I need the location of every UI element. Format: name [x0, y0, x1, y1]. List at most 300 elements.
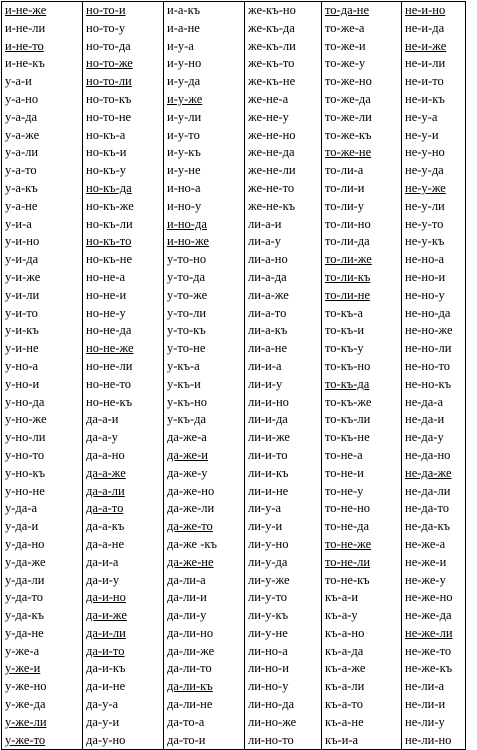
cell-text: и-но-же — [167, 234, 209, 249]
table-cell — [83, 198, 164, 216]
table-cell — [322, 198, 402, 216]
cell-text: но-къ-и — [86, 145, 127, 160]
table-cell — [322, 216, 402, 234]
table-cell — [164, 287, 245, 305]
cell-text: но-то-не — [86, 109, 132, 124]
table-row — [2, 376, 466, 394]
cell-text: не-и-же — [405, 38, 447, 53]
table-cell — [2, 269, 83, 287]
table-cell — [83, 465, 164, 483]
table-cell — [83, 233, 164, 251]
cell-text: да-а-къ — [86, 519, 125, 534]
table-cell — [245, 180, 322, 198]
table-cell — [402, 394, 466, 412]
cell-text: же-къ-да — [248, 20, 295, 35]
table-row — [2, 198, 466, 216]
cell-text: у-и-не — [5, 341, 39, 356]
table-cell — [322, 2, 402, 20]
table-cell — [164, 20, 245, 38]
table-cell — [83, 500, 164, 518]
table-cell — [164, 38, 245, 56]
cell-text: не-же-у — [405, 572, 446, 587]
table-row — [2, 55, 466, 73]
table-cell — [322, 20, 402, 38]
cell-text: то-не-же — [325, 536, 372, 551]
cell-text: у-же-и — [5, 661, 41, 676]
cell-text: ли-и-къ — [248, 465, 289, 480]
table-cell — [83, 38, 164, 56]
table-cell — [2, 625, 83, 643]
cell-text: и-не-ли — [5, 20, 46, 35]
table-cell — [83, 340, 164, 358]
table-row — [2, 109, 466, 127]
cell-text: у-да-къ — [5, 608, 45, 623]
table-cell — [322, 269, 402, 287]
cell-text: къ-а-же — [325, 661, 366, 676]
table-cell — [2, 251, 83, 269]
cell-text: не-да-но — [405, 447, 451, 462]
cell-text: то-не-да — [325, 519, 370, 534]
table-cell — [2, 554, 83, 572]
cell-text: да-а-ли — [86, 483, 125, 498]
table-cell — [2, 358, 83, 376]
cell-text: не-но-а — [405, 252, 445, 267]
table-cell — [245, 55, 322, 73]
table-cell — [164, 572, 245, 590]
table-cell — [245, 554, 322, 572]
cell-text: у-но-ли — [5, 430, 46, 445]
table-cell — [2, 305, 83, 323]
cell-text: то-ли-но — [325, 216, 371, 231]
cell-text: не-у-же — [405, 180, 446, 195]
cell-text: у-и-то — [5, 305, 38, 320]
table-row — [2, 572, 466, 590]
table-cell — [245, 447, 322, 465]
table-cell — [322, 660, 402, 678]
table-row — [2, 394, 466, 412]
cell-text: у-къ-да — [167, 412, 207, 427]
cell-text: у-да-ли — [5, 572, 45, 587]
cell-text: не-у-ли — [405, 198, 445, 213]
table-cell — [83, 625, 164, 643]
cell-text: но-не-то — [86, 376, 132, 391]
table-cell — [402, 696, 466, 714]
table-cell — [402, 20, 466, 38]
table-cell — [83, 322, 164, 340]
table-cell — [83, 305, 164, 323]
table-cell — [245, 38, 322, 56]
cell-text: и-но-у — [167, 198, 202, 213]
cell-text: но-не-же — [86, 341, 134, 356]
table-row — [2, 411, 466, 429]
table-cell — [83, 55, 164, 73]
cell-text: да-же-и — [167, 447, 208, 462]
cell-text: у-а-къ — [5, 180, 38, 195]
cell-text: то-ли-же — [325, 252, 372, 267]
cell-text: къ-а-да — [325, 643, 364, 658]
cell-text: и-у-ли — [167, 109, 202, 124]
table-cell — [322, 358, 402, 376]
table-row — [2, 73, 466, 91]
cell-text: и-у-а — [167, 38, 194, 53]
cell-text: ли-и-но — [248, 394, 289, 409]
cell-text: же-не-ли — [248, 163, 296, 178]
table-cell — [322, 376, 402, 394]
table-cell — [402, 251, 466, 269]
cell-text: ли-у-къ — [248, 608, 289, 623]
table-cell — [245, 91, 322, 109]
cell-text: но-не-ли — [86, 358, 133, 373]
table-cell — [402, 269, 466, 287]
table-cell — [2, 465, 83, 483]
table-cell — [83, 73, 164, 91]
table-cell — [322, 162, 402, 180]
cell-text: да-же-у — [167, 465, 208, 480]
table-row — [2, 127, 466, 145]
table-cell — [164, 536, 245, 554]
table-cell — [83, 732, 164, 750]
cell-text: не-ли-у — [405, 714, 445, 729]
cell-text: ли-и-да — [248, 412, 288, 427]
table-cell — [402, 180, 466, 198]
table-cell — [402, 38, 466, 56]
cell-text: же-не-то — [248, 180, 295, 195]
table-cell — [322, 55, 402, 73]
cell-text: же-не-къ — [248, 198, 296, 213]
table-cell — [322, 38, 402, 56]
cell-text: да-и-у — [86, 572, 120, 587]
cell-text: у-а-не — [5, 198, 38, 213]
table-cell — [83, 696, 164, 714]
cell-text: то-къ-же — [325, 394, 372, 409]
cell-text: у-то-же — [167, 287, 208, 302]
table-cell — [164, 340, 245, 358]
cell-text: да-ли-же — [167, 643, 215, 658]
table-cell — [2, 233, 83, 251]
cell-text: у-но-да — [5, 394, 45, 409]
table-cell — [2, 127, 83, 145]
table-cell — [83, 714, 164, 732]
table-cell — [322, 678, 402, 696]
table-cell — [245, 2, 322, 20]
table-cell — [164, 73, 245, 91]
cell-text: у-а-то — [5, 163, 37, 178]
table-cell — [245, 233, 322, 251]
cell-text: да-ли-не — [167, 697, 213, 712]
table-cell — [2, 411, 83, 429]
table-cell — [164, 607, 245, 625]
cell-text: да-и-къ — [86, 661, 126, 676]
table-cell — [83, 91, 164, 109]
cell-text: и-не-же — [5, 3, 47, 17]
cell-text: и-не-то — [5, 38, 44, 53]
cell-text: да-же-то — [167, 519, 213, 534]
table-cell — [2, 518, 83, 536]
cell-text: не-ли-а — [405, 679, 445, 694]
cell-text: ли-но-же — [248, 714, 297, 729]
table-cell — [322, 500, 402, 518]
table-cell — [245, 625, 322, 643]
cell-text: къ-а-но — [325, 625, 365, 640]
table-cell — [83, 660, 164, 678]
table-cell — [83, 180, 164, 198]
cell-text: къ-а-не — [325, 714, 364, 729]
cell-text: ли-и-у — [248, 376, 283, 391]
cell-text: ли-а-не — [248, 341, 288, 356]
table-cell — [2, 607, 83, 625]
cell-text: да-ли-а — [167, 572, 206, 587]
table-cell — [83, 483, 164, 501]
cell-text: но-къ-же — [86, 198, 134, 213]
cell-text: ли-а-да — [248, 269, 287, 284]
cell-text: не-у-а — [405, 109, 438, 124]
cell-text: не-же-а — [405, 536, 446, 551]
cell-text: да-ли-къ — [167, 679, 213, 694]
cell-text: то-ли-и — [325, 180, 365, 195]
table-cell — [245, 305, 322, 323]
table-cell — [322, 607, 402, 625]
cell-text: ли-но-то — [248, 732, 294, 747]
table-cell — [322, 322, 402, 340]
cell-text: но-то-да — [86, 38, 131, 53]
cell-text: то-же-а — [325, 20, 365, 35]
cell-text: да-у-а — [86, 697, 119, 712]
cell-text: да-а-но — [86, 447, 125, 462]
cell-text: то-къ-и — [325, 323, 365, 338]
cell-text: то-же-и — [325, 38, 366, 53]
table-cell — [2, 660, 83, 678]
table-cell — [245, 643, 322, 661]
cell-text: у-а-же — [5, 127, 40, 142]
table-cell — [164, 500, 245, 518]
cell-text: къ-а-ли — [325, 679, 365, 694]
cell-text: но-не-а — [86, 269, 126, 284]
table-cell — [245, 394, 322, 412]
table-cell — [322, 536, 402, 554]
cell-text: но-то-и — [86, 3, 126, 17]
cell-text: да-же -къ — [167, 536, 217, 551]
cell-text: не-да-ли — [405, 483, 451, 498]
cell-text: у-и-ли — [5, 287, 40, 302]
cell-text: не-же-ли — [405, 625, 453, 640]
cell-text: у-но-не — [5, 483, 45, 498]
cell-text: ли-у-но — [248, 536, 289, 551]
cell-text: то-ли-да — [325, 234, 370, 249]
table-row — [2, 340, 466, 358]
table-cell — [83, 572, 164, 590]
cell-text: ли-а-и — [248, 216, 282, 231]
table-cell — [245, 144, 322, 162]
table-cell — [322, 465, 402, 483]
cell-text: но-къ-у — [86, 163, 127, 178]
table-cell — [245, 20, 322, 38]
cell-text: да-ли-то — [167, 661, 212, 676]
table-cell — [322, 394, 402, 412]
cell-text: да-и-же — [86, 608, 127, 623]
cell-text: то-же-у — [325, 56, 366, 71]
table-cell — [164, 251, 245, 269]
table-cell — [322, 696, 402, 714]
table-cell — [245, 411, 322, 429]
cell-text: и-у-то — [167, 127, 200, 142]
table-cell — [83, 109, 164, 127]
cell-text: ли-но-а — [248, 643, 288, 658]
cell-text: не-ли-и — [405, 697, 446, 712]
table-cell — [402, 305, 466, 323]
table-cell — [322, 483, 402, 501]
table-row — [2, 38, 466, 56]
table-cell — [245, 483, 322, 501]
cell-text: и-у-не — [167, 163, 201, 178]
cell-text: у-да-а — [5, 501, 38, 516]
table-cell — [83, 411, 164, 429]
table-cell — [164, 660, 245, 678]
table-cell — [322, 732, 402, 750]
cell-text: да-ли-у — [167, 608, 207, 623]
cell-text: не-же-и — [405, 554, 447, 569]
cell-text: да-же-ли — [167, 501, 215, 516]
cell-text: но-то-къ — [86, 91, 132, 106]
cell-text: да-ли-но — [167, 625, 214, 640]
table-cell — [2, 180, 83, 198]
cell-text: да-ли-и — [167, 590, 207, 605]
cell-text: то-ли-а — [325, 163, 364, 178]
cell-text: не-же-то — [405, 643, 452, 658]
table-cell — [245, 732, 322, 750]
table-cell — [402, 572, 466, 590]
table-cell — [2, 20, 83, 38]
table-cell — [164, 269, 245, 287]
table-cell — [164, 518, 245, 536]
table-cell — [164, 411, 245, 429]
cell-text: да-и-а — [86, 554, 119, 569]
table-cell — [402, 714, 466, 732]
table-cell — [245, 358, 322, 376]
cell-text: и-не-къ — [5, 56, 45, 71]
cell-text: ли-но-да — [248, 697, 295, 712]
cell-text: не-ли-но — [405, 732, 452, 747]
cell-text: то-не-но — [325, 501, 371, 516]
cell-text: то-къ-да — [325, 376, 370, 391]
table-cell — [402, 144, 466, 162]
table-cell — [402, 340, 466, 358]
table-row — [2, 447, 466, 465]
cell-text: то-ли-у — [325, 198, 365, 213]
table-cell — [245, 127, 322, 145]
table-cell — [402, 518, 466, 536]
cell-text: и-а-къ — [167, 3, 201, 17]
table-row — [2, 251, 466, 269]
table-row — [2, 607, 466, 625]
table-cell — [245, 572, 322, 590]
cell-text: у-да-но — [5, 536, 45, 551]
table-row — [2, 305, 466, 323]
cell-text: да-а-не — [86, 536, 125, 551]
cell-text: да-и-не — [86, 679, 126, 694]
table-cell — [2, 394, 83, 412]
table-cell — [402, 483, 466, 501]
table-cell — [164, 696, 245, 714]
cell-text: ли-и-а — [248, 358, 282, 373]
table-cell — [164, 465, 245, 483]
table-cell — [322, 91, 402, 109]
table-cell — [245, 589, 322, 607]
table-cell — [2, 322, 83, 340]
cell-text: то-къ-не — [325, 430, 370, 445]
table-cell — [245, 162, 322, 180]
table-cell — [164, 358, 245, 376]
cell-text: но-къ-ли — [86, 216, 133, 231]
cell-text: и-а-не — [167, 20, 200, 35]
table-cell — [83, 2, 164, 20]
cell-text: же-не-но — [248, 127, 296, 142]
table-cell — [402, 607, 466, 625]
table-cell — [402, 55, 466, 73]
table-cell — [164, 643, 245, 661]
table-cell — [402, 322, 466, 340]
table-cell — [322, 643, 402, 661]
table-cell — [83, 144, 164, 162]
cell-text: у-къ-а — [167, 358, 200, 373]
cell-text: да-а-же — [86, 465, 126, 480]
table-cell — [245, 322, 322, 340]
table-cell — [402, 198, 466, 216]
cell-text: же-къ-ли — [248, 38, 296, 53]
table-cell — [245, 251, 322, 269]
table-cell — [322, 73, 402, 91]
cell-text: ли-но-у — [248, 679, 289, 694]
table-row — [2, 714, 466, 732]
table-cell — [164, 127, 245, 145]
table-cell — [2, 91, 83, 109]
table-row — [2, 625, 466, 643]
cell-text: но-не-да — [86, 323, 132, 338]
cell-text: у-же-но — [5, 679, 47, 694]
table-cell — [402, 411, 466, 429]
table-cell — [2, 536, 83, 554]
table-cell — [245, 73, 322, 91]
table-cell — [164, 180, 245, 198]
cell-text: не-да-то — [405, 501, 450, 516]
cell-text: ли-а-у — [248, 234, 282, 249]
cell-text: не-у-и — [405, 127, 439, 142]
table-cell — [245, 660, 322, 678]
cell-text: у-же-а — [5, 643, 40, 658]
table-cell — [2, 732, 83, 750]
table-cell — [164, 732, 245, 750]
table-cell — [83, 269, 164, 287]
table-cell — [2, 376, 83, 394]
cell-text: то-къ-у — [325, 341, 364, 356]
cell-text: да-а-и — [86, 412, 119, 427]
cell-text: ли-и-то — [248, 447, 288, 462]
table-cell — [245, 696, 322, 714]
table-cell — [83, 589, 164, 607]
table-cell — [245, 536, 322, 554]
table-cell — [245, 109, 322, 127]
table-row — [2, 483, 466, 501]
table-cell — [245, 678, 322, 696]
cell-text: то-же-ли — [325, 109, 372, 124]
table-cell — [83, 554, 164, 572]
table-cell — [2, 2, 83, 20]
table-row — [2, 269, 466, 287]
cell-text: ли-у-же — [248, 572, 290, 587]
cell-text: не-но-же — [405, 323, 453, 338]
cell-text: у-то-да — [167, 269, 206, 284]
cell-text: ли-а-же — [248, 287, 289, 302]
cell-text: у-то-не — [167, 341, 206, 356]
